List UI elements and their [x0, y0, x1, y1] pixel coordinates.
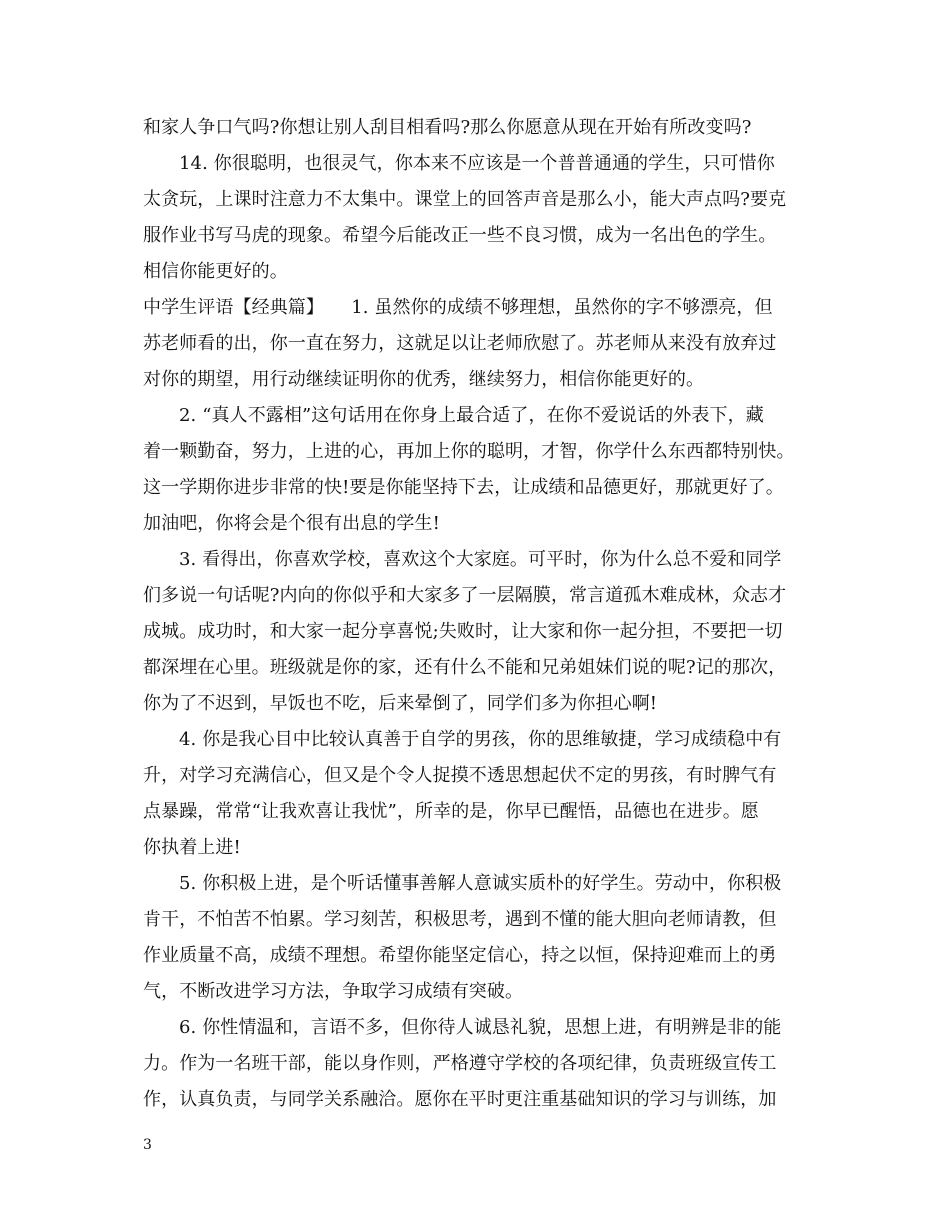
page-number: 3 — [143, 1137, 152, 1153]
paragraph-5-start: 5. 你积极上进，是个听话懂事善解人意诚实质朴的好学生。劳动中，你积极 — [179, 873, 782, 894]
paragraph-14-start: 14. 你很聪明，也很灵气，你本来不应该是一个普普通通的学生，只可惜你 — [179, 153, 775, 174]
text-line: 对你的期望，用行动继续证明你的优秀，继续努力，相信你能更好的。 — [143, 369, 705, 390]
section-heading-line: 中学生评语【经典篇】 1. 虽然你的成绩不够理想，虽然你的字不够漂亮，但 — [143, 297, 773, 318]
paragraph-6-start: 6. 你性情温和，言语不多，但你待人诚恳礼貌，思想上进，有明辨是非的能 — [179, 1017, 782, 1038]
text-line: 相信你能更好的。 — [143, 261, 288, 282]
text-line: 点暴躁，常常“让我欢喜让我忧”，所幸的是，你早已醒悟，品德也在进步。愿 — [143, 801, 759, 822]
text-line: 苏老师看的出，你一直在努力，这就足以让老师欣慰了。苏老师从来没有放弃过 — [143, 333, 777, 354]
text-line: 力。作为一名班干部，能以身作则，严格遵守学校的各项纪律，负责班级宣传工 — [143, 1053, 777, 1074]
paragraph-2-start: 2. “真人不露相”这句话用在你身上最合适了，在你不爱说话的外表下，藏 — [179, 405, 764, 426]
text-line: 太贪玩，上课时注意力不太集中。课堂上的回答声音是那么小，能大声点吗?要克 — [143, 189, 787, 210]
text-line: 着一颗勤奋，努力，上进的心，再加上你的聪明，才智，你学什么东西都特别快。 — [143, 441, 795, 462]
text-line: 都深埋在心里。班级就是你的家，还有什么不能和兄弟姐妹们说的呢?记的那次， — [143, 657, 787, 678]
text-line: 加油吧，你将会是个很有出息的学生! — [143, 513, 440, 534]
text-line: 作业质量不高，成绩不理想。希望你能坚定信心，持之以恒，保持迎难而上的勇 — [143, 945, 777, 966]
text-line: 气，不断改进学习方法，争取学习成绩有突破。 — [143, 981, 524, 1002]
text-line: 作，认真负责，与同学关系融洽。愿你在平时更注重基础知识的学习与训练，加 — [143, 1089, 777, 1110]
paragraph-3-start: 3. 看得出，你喜欢学校，喜欢这个大家庭。可平时，你为什么总不爱和同学 — [179, 549, 782, 570]
paragraph-4-start: 4. 你是我心目中比较认真善于自学的男孩，你的思维敏捷，学习成绩稳中有 — [179, 729, 782, 750]
text-line: 升，对学习充满信心，但又是个令人捉摸不透思想起伏不定的男孩，有时脾气有 — [143, 765, 777, 786]
text-line: 和家人争口气吗?你想让别人刮目相看吗?那么你愿意从现在开始有所改变吗? — [143, 117, 752, 138]
text-line: 成城。成功时，和大家一起分享喜悦;失败时，让大家和你一起分担，不要把一切 — [143, 621, 783, 642]
text-line: 这一学期你进步非常的快!要是你能坚持下去，让成绩和品德更好，那就更好了。 — [143, 477, 784, 498]
text-line: 你为了不迟到，早饭也不吃，后来晕倒了，同学们多为你担心啊! — [143, 693, 658, 714]
text-line: 你执着上进! — [143, 837, 241, 858]
text-line: 肯干，不怕苦不怕累。学习刻苦，积极思考，遇到不懂的能大胆向老师请教，但 — [143, 909, 777, 930]
text-line: 们多说一句话呢?内向的你似乎和大家多了一层隔膜，常言道孤木难成林，众志才 — [143, 585, 787, 606]
text-line: 服作业书写马虎的现象。希望今后能改正一些不良习惯，成为一名出色的学生。 — [143, 225, 777, 246]
